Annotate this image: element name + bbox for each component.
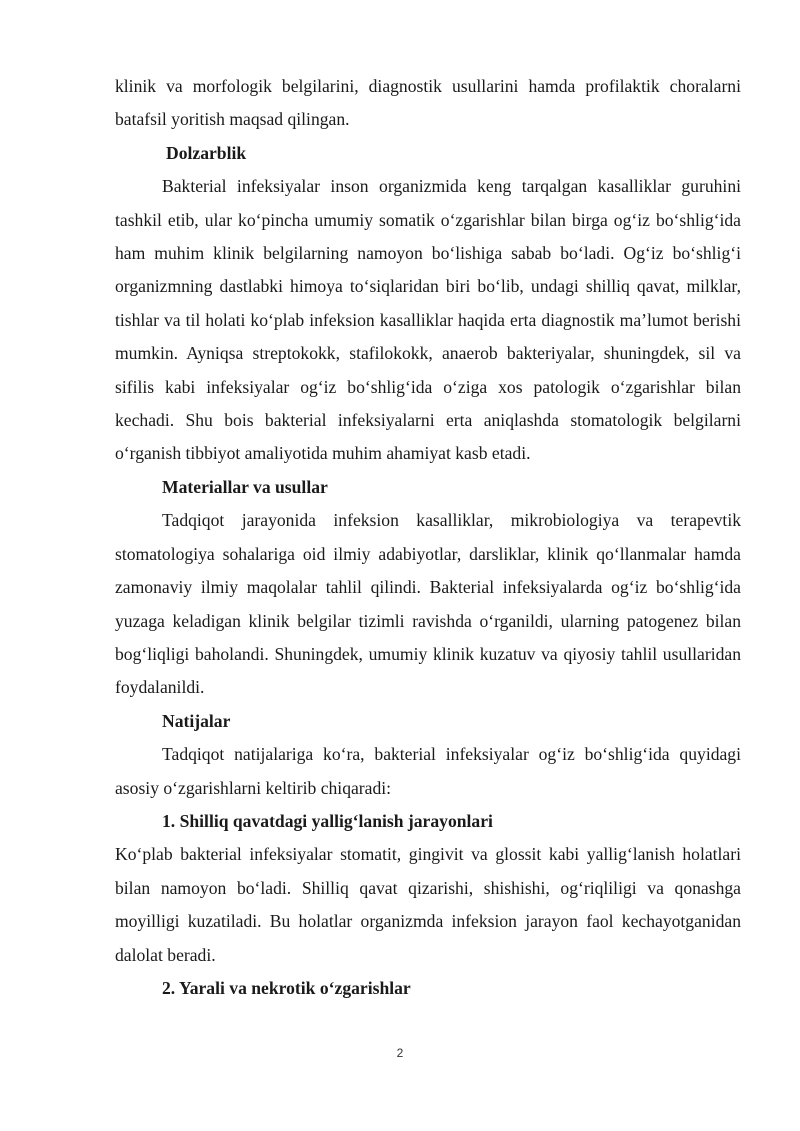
section-heading-natijalar: Natijalar: [162, 710, 231, 731]
subsection-heading-2: 2. Yarali va nekrotik o‘zgarishlar: [162, 977, 411, 998]
intro-paragraph: klinik va morfologik belgilarini, diagnostik usullarini hamda profilaktik choralarni batafsil yoritish maqsad qilingan.: [115, 76, 741, 130]
page-number: 2: [396, 1046, 404, 1060]
section-heading-materiallar: Materiallar va usullar: [162, 476, 328, 497]
natijalar-paragraph: Tadqiqot natijalariga ko‘ra, bakterial infeksiyalar og‘iz bo‘shlig‘ida quyidagi asosiy o‘zgarishlarni keltirib chiqaradi:: [115, 744, 741, 798]
subsection-1-paragraph: Ko‘plab bakterial infeksiyalar stomatit, gingivit va glossit kabi yallig‘lanish holatlari bilan namoyon bo‘ladi. Shilliq qavat qizarishi, shishishi, og‘riqliligi va qonashga moyilligi kuzatiladi. Bu holatlar organizmda infeksion jarayon faol kechayotganidan dalolat beradi.: [115, 844, 741, 965]
materiallar-paragraph: Tadqiqot jarayonida infeksion kasalliklar, mikrobiologiya va terapevtik stomatologiya sohalariga oid ilmiy adabiyotlar, darsliklar, klinik qo‘llanmalar hamda zamonaviy ilmiy maqolalar tahlil qilindi. Bakterial infeksiyalarda og‘iz bo‘shlig‘ida yuzaga keladigan klinik belgilar tizimli ravishda o‘rganildi, ularning patogenez bilan bog‘liqligi baholandi. Shuningdek, umumiy klinik kuzatuv va qiyosiy tahlil usullaridan foydalanildi.: [115, 510, 741, 698]
dolzarblik-paragraph: Bakterial infeksiyalar inson organizmida keng tarqalgan kasalliklar guruhini tashkil etib, ular ko‘pincha umumiy somatik o‘zgarishlar bilan birga og‘iz bo‘shlig‘ida ham muhim klinik belgilarning namoyon bo‘lishiga sabab bo‘ladi. Og‘iz bo‘shlig‘i organizmning dastlabki himoya to‘siqlaridan biri bo‘lib, undagi shilliq qavat, milklar, tishlar va til holati ko‘plab infeksion kasalliklar haqida erta diagnostik ma’lumot berishi mumkin. Ayniqsa streptokokk, stafilokokk, anaerob bakteriyalar, shuningdek, sil va sifilis kabi infeksiyalar og‘iz bo‘shlig‘ida o‘ziga xos patologik o‘zgarishlar bilan kechadi. Shu bois bakterial infeksiyalarni erta aniqlashda stomatologik belgilarni o‘rganish tibbiyot amaliyotida muhim ahamiyat kasb etadi.: [115, 176, 741, 464]
section-heading-dolzarblik: Dolzarblik: [166, 142, 247, 163]
subsection-heading-1: 1. Shilliq qavatdagi yallig‘lanish jarayonlari: [162, 810, 493, 831]
document-page: [115, 70, 741, 1005]
